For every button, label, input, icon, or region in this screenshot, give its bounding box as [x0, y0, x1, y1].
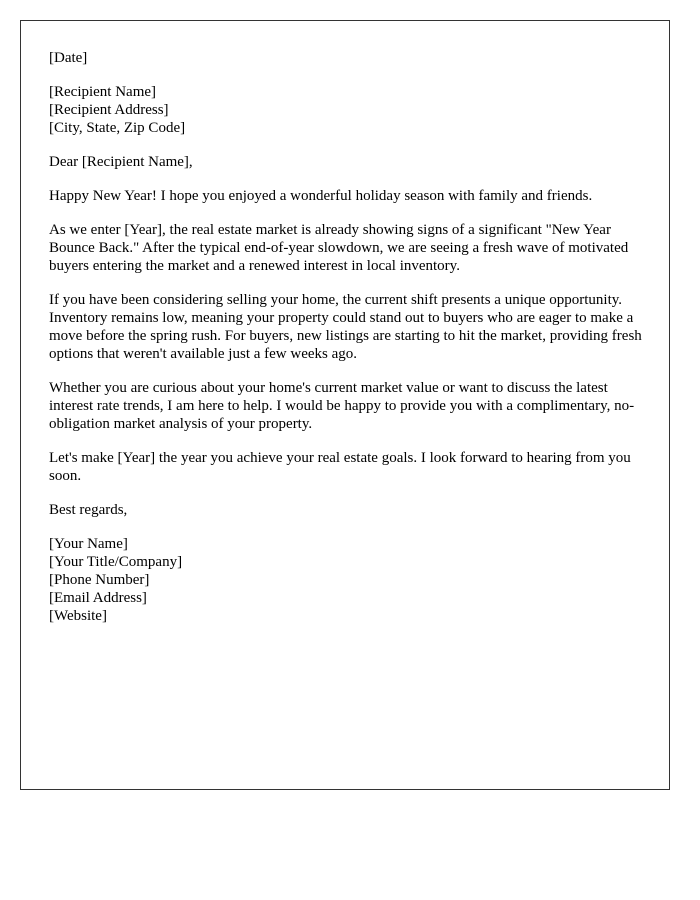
- signature-block: [49, 535, 649, 625]
- sender-email: [Email Address]: [49, 590, 147, 606]
- recipient-block: [49, 83, 649, 137]
- recipient-city-state-zip: [City, State, Zip Code]: [49, 120, 186, 136]
- sender-title-company: [Your Title/Company]: [49, 554, 183, 570]
- letter-date: [Date]: [49, 50, 88, 66]
- body-paragraph-3: If you have been considering selling your home, the current shift presents a unique opportunity. Inventory remains low, meaning your property could stand out to buyers who are eager to make a move before the spring rush. For buyers, new listings are starting to hit the market, providing fresh options that weren't available just a few weeks ago.: [49, 292, 642, 362]
- closing: Best regards,: [49, 502, 128, 518]
- letter-page: [20, 20, 670, 790]
- sender-name: [Your Name]: [49, 536, 128, 552]
- recipient-name: [Recipient Name]: [49, 84, 157, 100]
- recipient-address: [Recipient Address]: [49, 102, 169, 118]
- body-paragraph-4: Whether you are curious about your home's current market value or want to discuss the latest interest rate trends, I am here to help. I would be happy to provide you with a complimentary, no-obligation market analysis of your property.: [49, 380, 635, 432]
- salutation: Dear [Recipient Name],: [49, 154, 193, 170]
- sender-phone: [Phone Number]: [49, 572, 150, 588]
- body-paragraph-5: Let's make [Year] the year you achieve your real estate goals. I look forward to hearing from you soon.: [49, 450, 631, 484]
- body-paragraph-2: As we enter [Year], the real estate market is already showing signs of a significant "New Year Bounce Back." After the typical end-of-year slowdown, we are seeing a fresh wave of motivated buyers entering the market and a renewed interest in local inventory.: [49, 222, 629, 274]
- sender-website: [Website]: [49, 608, 107, 624]
- body-paragraph-1: Happy New Year! I hope you enjoyed a wonderful holiday season with family and friends.: [49, 188, 593, 204]
